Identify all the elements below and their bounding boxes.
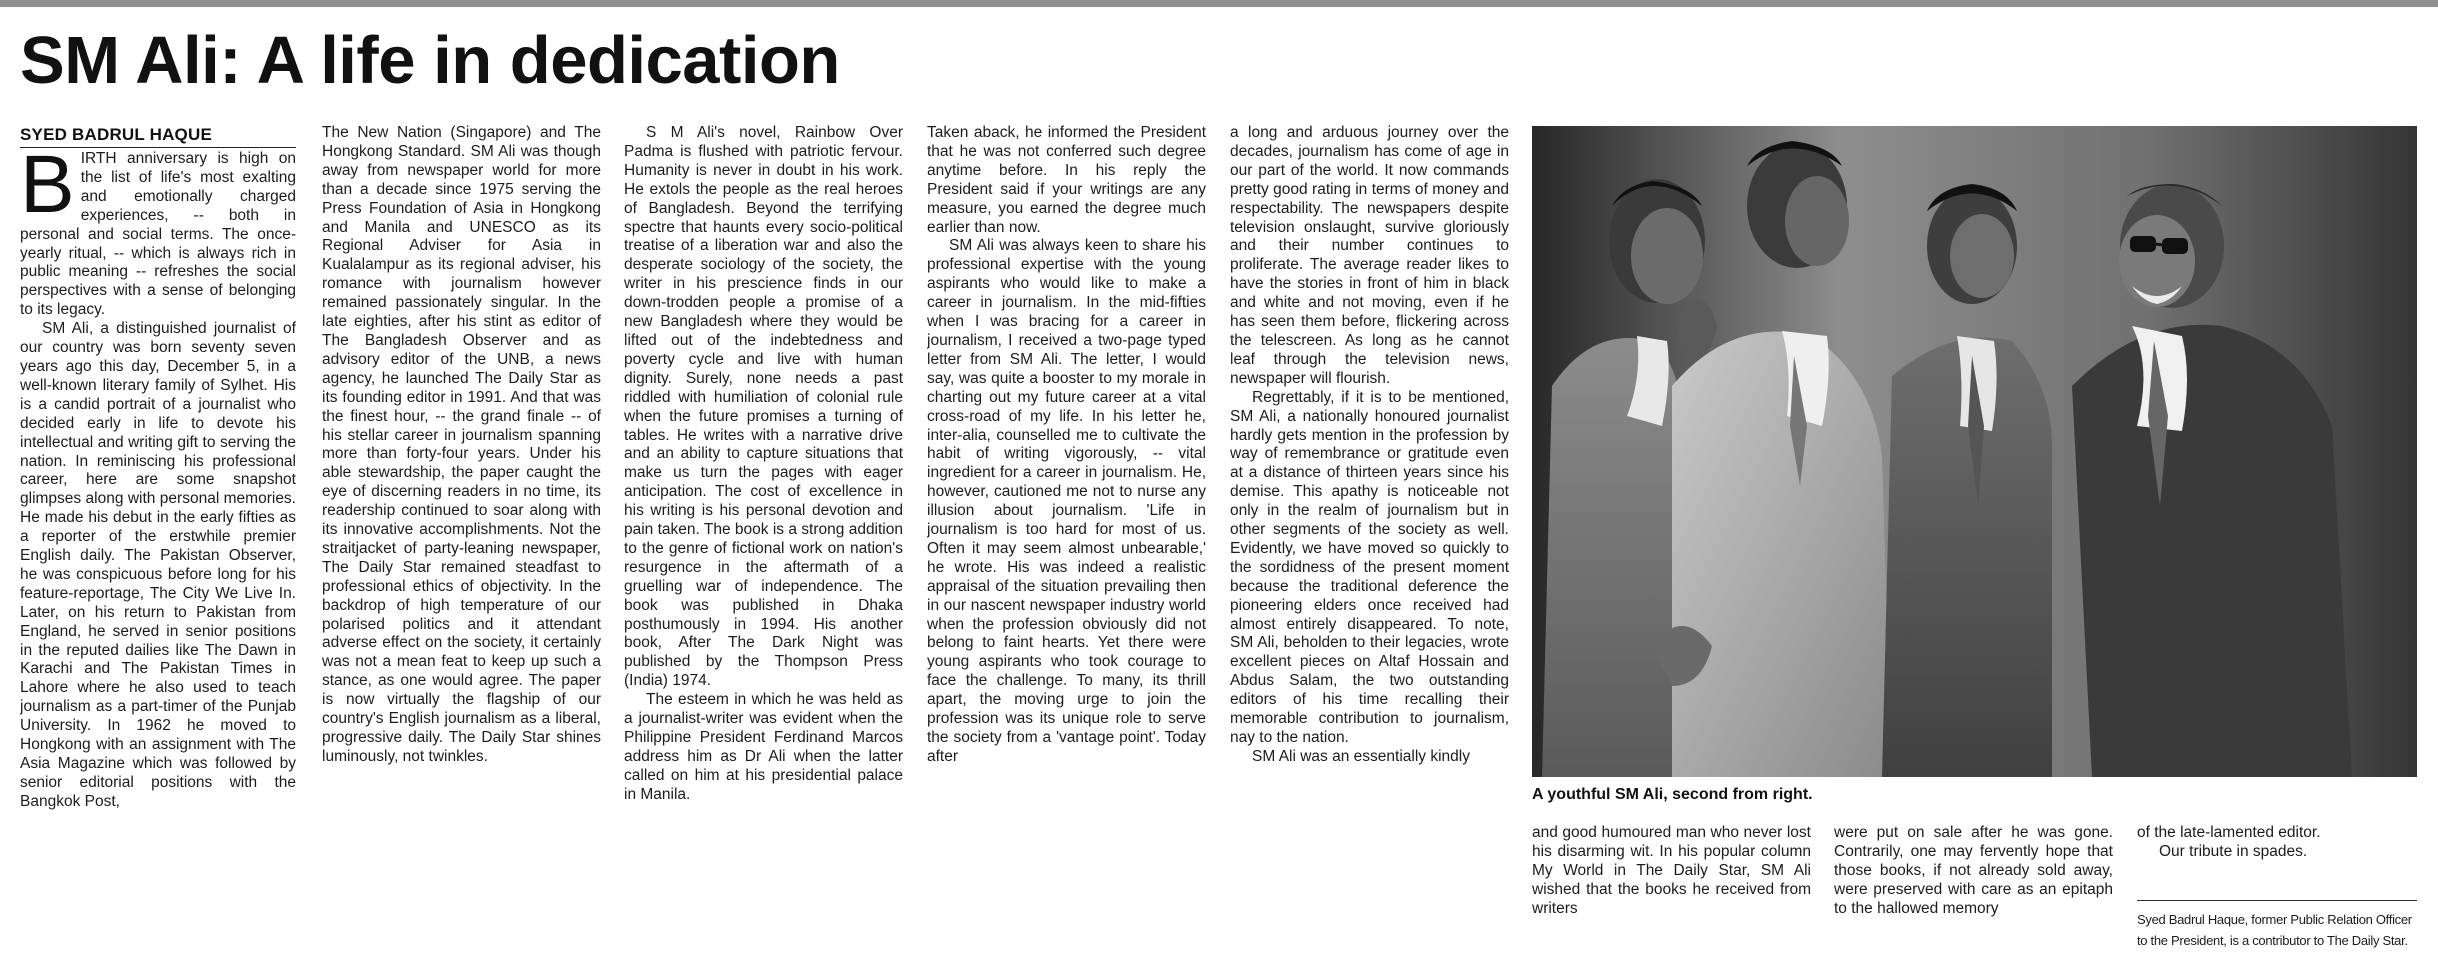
top-rule	[0, 0, 2438, 7]
column-2	[322, 124, 601, 952]
photo	[1532, 126, 2417, 777]
paragraph-text: IRTH anniversary is high on the list of life's most exalting and emotionally charged experiences, -- both in personal and social terms. The once-yearly ritual, -- which is always rich in public meaning -- refreshes the social perspectives with a sense of belonging to its legacy.	[20, 150, 296, 319]
paragraph: were put on sale after he was gone. Contrarily, one may fervently hope that those books, if not already sold away, were preserved with care as an epitaph to the hallowed memory	[1834, 824, 2113, 917]
column-4	[927, 124, 1206, 952]
column-6	[1532, 824, 1811, 952]
author-note: Syed Badrul Haque, former Public Relation Officer to the President, is a contributor to The Daily Star.	[2137, 900, 2417, 951]
paragraph: The esteem in which he was held as a journalist-writer was evident when the Philippine President Ferdinand Marcos address him as Dr Ali when the latter called on him at his presidential palace in Manila.	[624, 691, 903, 803]
paragraph: SM Ali, a distinguished journalist of our country was born seventy seven years ago this day, December 5, in a well-known literary family of Sylhet. His is a candid portrait of a journalist who decided early in life to devote his intellectual and writing gift to serving the nation. In reminiscing his professional career, here are some snapshot glimpses along with personal memories. He made his debut in the early fifties as a reporter of the erstwhile premier English daily. The Pakistan Observer, he was conspicuous before long for his feature-reportage, The City We Live In. Later, on his return to Pakistan from England, he served in senior positions in the reputed dailies like The Dawn in Karachi and The Pakistan Times in Lahore where he also used to teach journalism as a part-timer of the Punjab University. In 1962 he moved to Hongkong with an assignment with The Asia Magazine which was followed by senior editorial positions with the Bangkok Post,	[20, 320, 296, 810]
column-7	[1834, 824, 2113, 952]
paragraph: Taken aback, he informed the President that he was not conferred such degree anytime before. In his reply the President said if your writings are any measure, you earned the degree much earlier than now.	[927, 124, 1206, 236]
column-8	[2137, 824, 2417, 900]
paragraph: and good humoured man who never lost his disarming wit. In his popular column My World in The Daily Star, SM Ali wished that the books he received from writers	[1532, 824, 1811, 917]
column-3	[624, 124, 903, 952]
paragraph: a long and arduous journey over the decades, journalism has come of age in our part of the world. It now commands pretty good rating in terms of money and respectability. The newspapers despite television onslaught, survive gloriously and their number continues to proliferate. The average reader likes to have the stories in front of him in black and white and not moving, even if he has seen them before, flickering across the telescreen. As long as he cannot leaf through the television news, newspaper will flourish.	[1230, 124, 1509, 387]
paragraph: S M Ali's novel, Rainbow Over Padma is flushed with patriotic fervour. Humanity is never in doubt in his work. He extols the people as the real heroes of Bangladesh. Beyond the terrifying spectre that haunts every socio-political treatise of a liberation war and also the desperate sociology of the society, the writer in his prescience finds in our down-trodden people a promise of a new Bangladesh where they would be lifted out of the indebtedness and poverty cycle and live with human dignity. Surely, none needs a past riddled with humiliation of colonial rule when the future promises a turning of tables. He writes with a narrative drive and an ability to capture situations that make us turn the pages with eager anticipation. The cost of excellence in his writing is his personal devotion and pain taken. The book is a strong addition to the genre of fictional work on nation's resurgence in the aftermath of a gruelling war of independence. The book was published in Dhaka posthumously in 1994. His another book, After The Dark Night was published by the Thompson Press (India) 1974.	[624, 124, 903, 690]
paragraph: Our tribute in spades.	[2159, 842, 2308, 860]
column-1	[20, 150, 296, 952]
column-5	[1230, 124, 1509, 952]
paragraph: Regrettably, if it is to be mentioned, SM Ali, a nationally honoured journalist hardly gets mention in the profession by way of remembrance or gratitude even at a distance of thirteen years since his demise. This apathy is noticeable not only in the realm of journalism but in other segments of the society as well. Evidently, we have moved so quickly to the sordidness of the present moment because the traditional deference the pioneering elders once received had almost entirely disappeared. To note, SM Ali, beholden to their legacies, wrote excellent pieces on Altaf Hossain and Abdus Salam, the two outstanding editors of his time recalling their memorable contribution to journalism, nay to the nation.	[1230, 388, 1509, 746]
photo-caption: A youthful SM Ali, second from right.	[1532, 786, 1813, 803]
byline: SYED BADRUL HAQUE	[20, 125, 296, 148]
drop-cap: B	[20, 150, 75, 230]
paragraph	[20, 150, 296, 320]
headline: SM Ali: A life in dedication	[20, 23, 840, 98]
paragraph: SM Ali was an essentially kindly	[1252, 747, 1470, 765]
photo-illustration	[1532, 126, 2417, 777]
paragraph: of the late-lamented editor.	[2137, 824, 2321, 841]
paragraph: The New Nation (Singapore) and The Hongkong Standard. SM Ali was though away from newspaper world for more than a decade since 1975 serving the Press Foundation of Asia in Hongkong and Manila and UNESCO as its Regional Adviser for Asia in Kualalampur as its regional adviser, his romance with journalism however remained passionately singular. In the late eighties, after his stint as editor of The Bangladesh Observer and as advisory editor of the UNB, a news agency, he launched The Daily Star as its founding editor in 1991. And that was the finest hour, -- the grand finale -- of his stellar career in journalism spanning more than forty-four years. Under his able stewardship, the paper caught the eye of discerning readers in no time, its readership continued to soar along with its innovative accomplishments. Not the straitjacket of party-leaning newspaper, The Daily Star remained steadfast to professional ethics of objectivity. In the backdrop of high temperature of our polarised politics and it attendant adverse effect on the society, it certainly was not a mean feat to keep up such a stance, as one would agree. The paper is now virtually the flagship of our country's English journalism as a liberal, progressive daily. The Daily Star shines luminously, not twinkles.	[322, 124, 601, 765]
paragraph: SM Ali was always keen to share his professional expertise with the young aspirants who would like to make a career in journalism. In the mid-fifties when I was bracing for a career in journalism, I received a two-page typed letter from SM Ali. The letter, I would say, was quite a booster to my morale in charting out my future career at a vital cross-road of my life. In his letter he, inter-alia, counselled me to cultivate the habit of writing vigorously, -- vital ingredient for a career in journalism. He, however, cautioned me not to nurse any illusion about journalism. 'Life in journalism is too hard for most of us. Often it may seem almost unbearable,' he wrote. His was indeed a realistic appraisal of the situation prevailing then in our nascent newspaper industry world when the profession obviously did not belong to faint hearts. Yet there were young aspirants who took courage to face the challenge. To many, its thrill apart, the moving urge to join the profession was its unique role to serve the society from a 'vantage point'. Today after	[927, 237, 1206, 765]
